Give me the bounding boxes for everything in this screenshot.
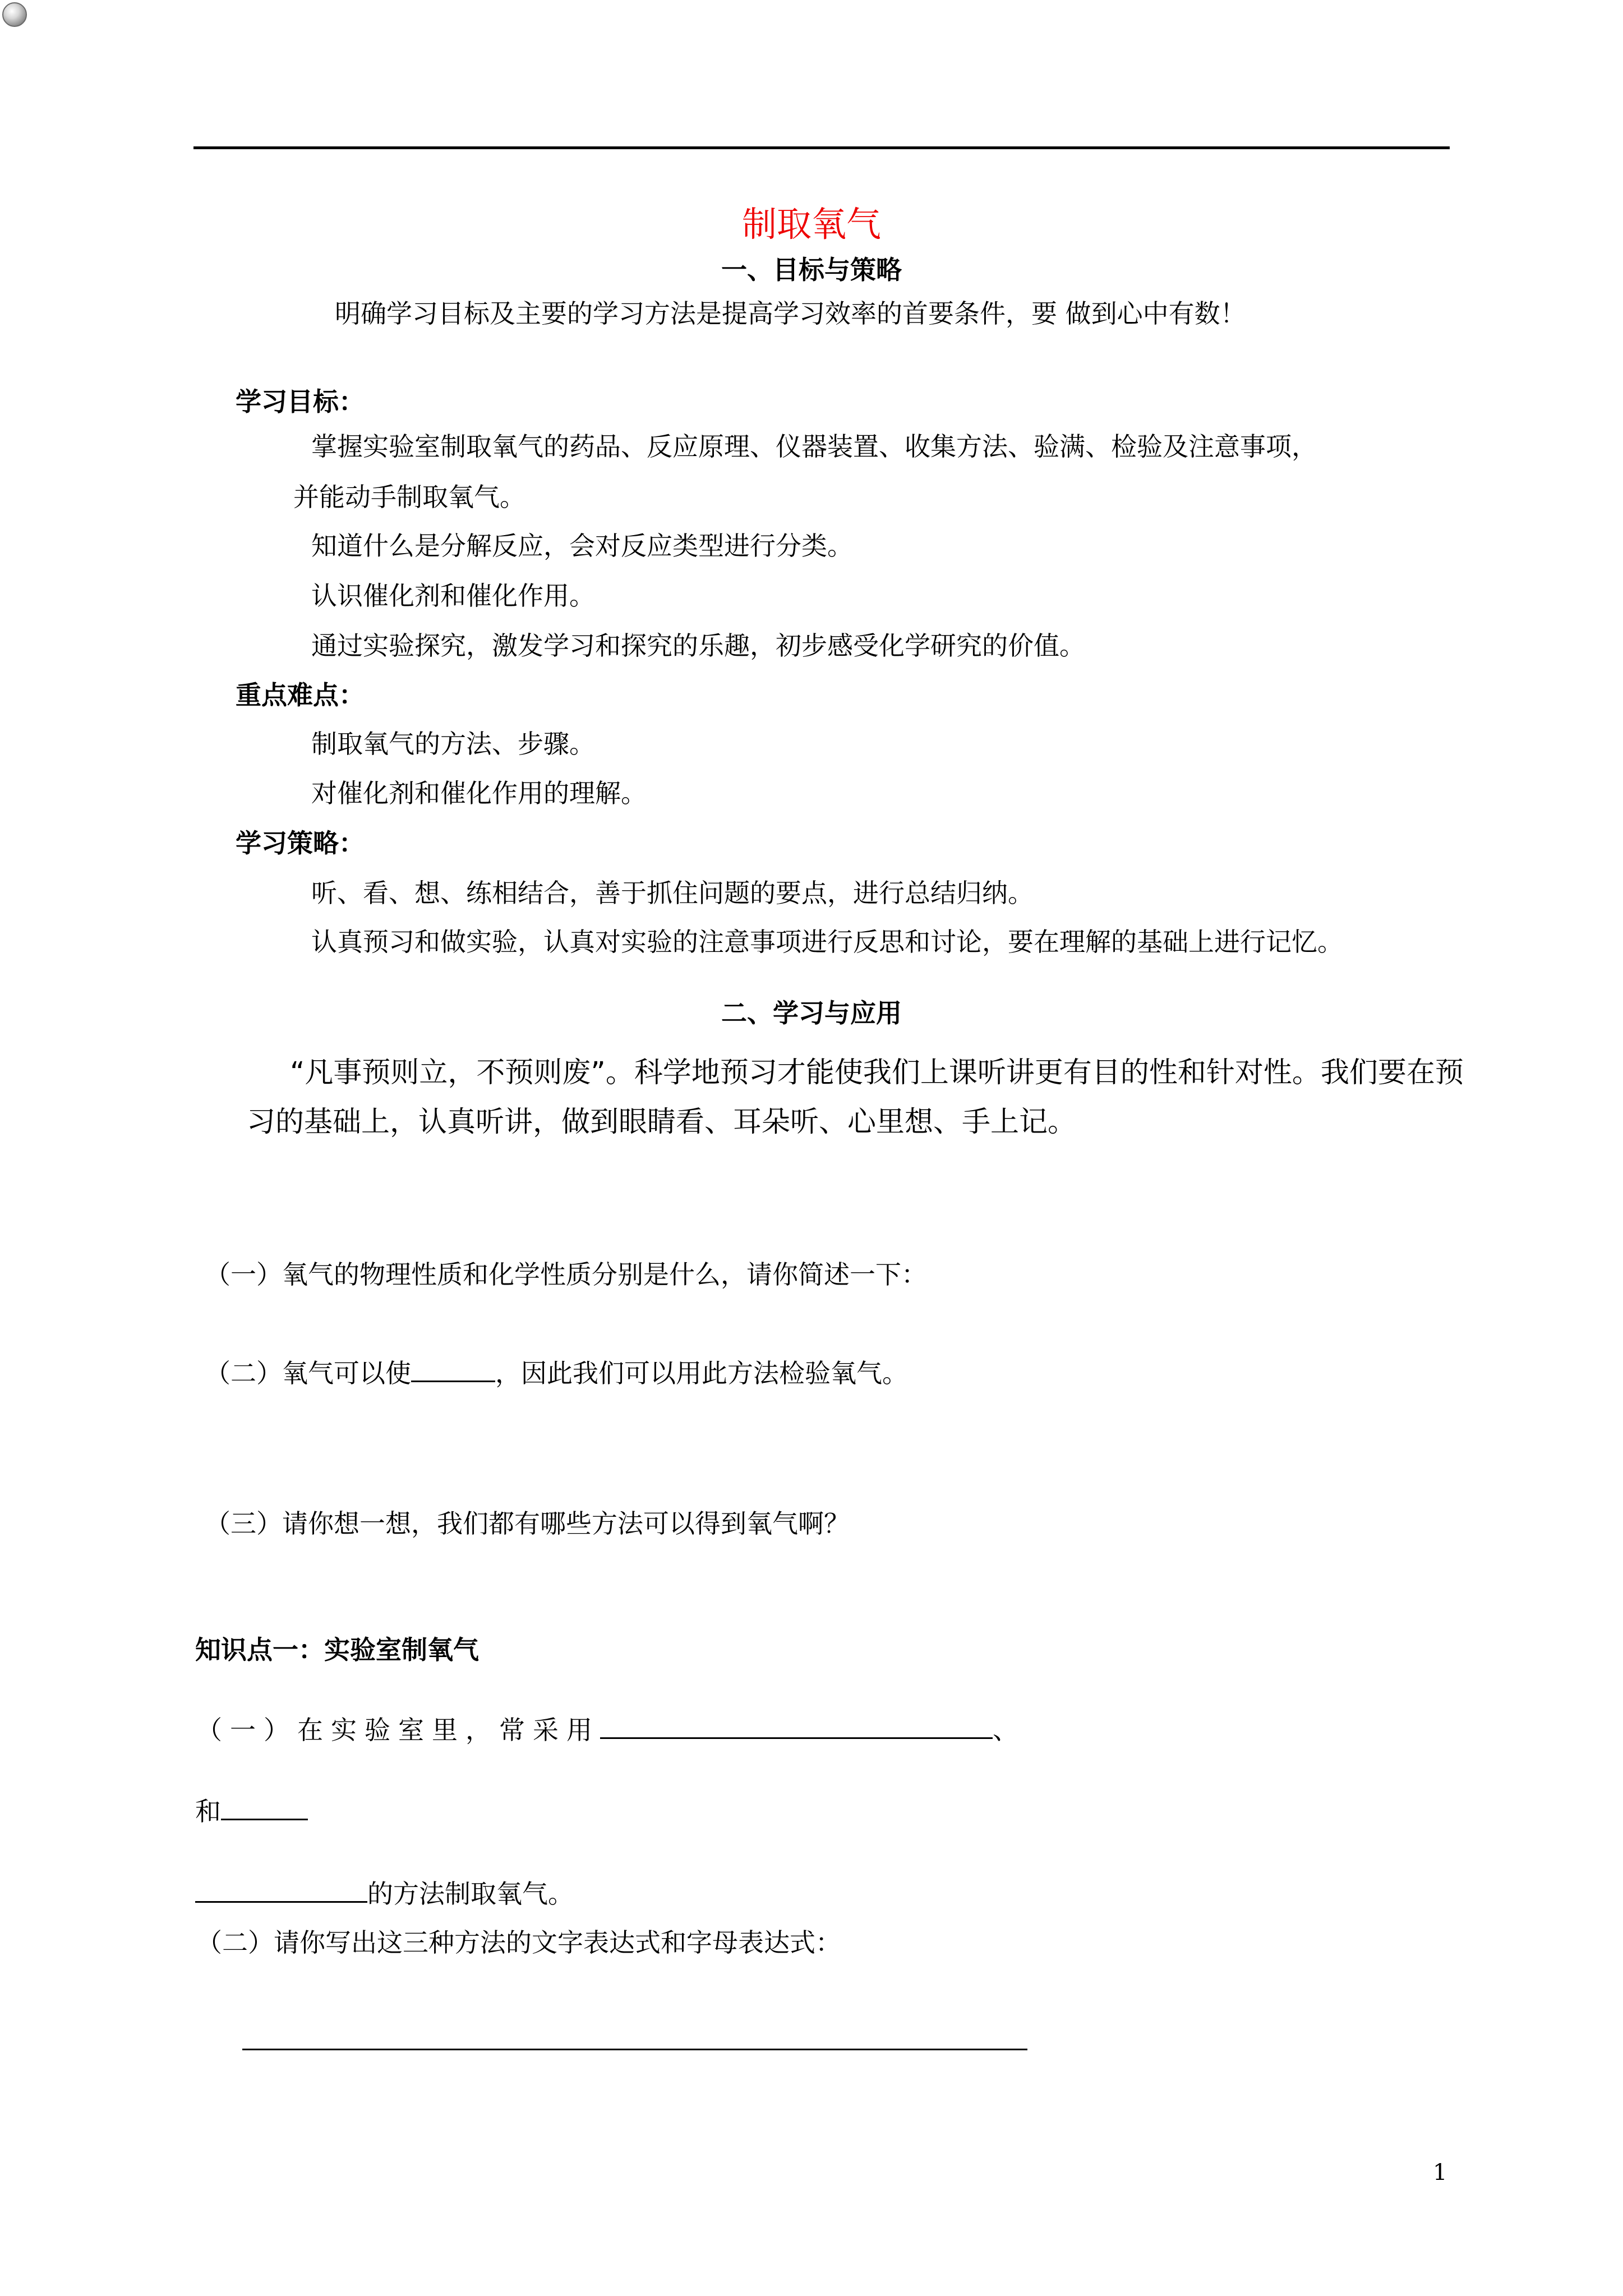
strategy-line-2: 认真预习和做实验，认真对实验的注意事项进行反思和讨论，要在理解的基础上进行记忆。 (311, 927, 1343, 957)
goal-line-3: 知道什么是分解反应，会对反应类型进行分类。 (311, 531, 853, 561)
question-2-prefix: （二）氧气可以使 (205, 1358, 411, 1388)
kp-item-1-prefix: （一）在实验室里，常采用 (196, 1715, 600, 1745)
header-rule (193, 146, 1450, 149)
question-1: （一）氧气的物理性质和化学性质分别是什么，请你简述一下： (205, 1259, 927, 1290)
key-point-line-2: 对催化剂和催化作用的理解。 (311, 778, 647, 808)
kp-item-1-line-2 (195, 1791, 308, 1828)
strategy-label: 学习策略： (236, 828, 365, 858)
kp-item-1-comma: 、 (993, 1715, 1026, 1745)
answer-line[interactable] (242, 2049, 1027, 2050)
kp-item-1-end: 的方法制取氧气。 (367, 1879, 574, 1909)
goal-line-4: 认识催化剂和催化作用。 (311, 581, 595, 611)
goals-label: 学习目标： (236, 386, 365, 417)
goal-line-5: 通过实验探究，激发学习和探究的乐趣，初步感受化学研究的价值。 (311, 631, 1085, 661)
quote-line-2: 习的基础上，认真听讲，做到眼睛看、耳朵听、心里想、手上记。 (247, 1106, 1077, 1139)
section-heading-goals-strategy: 一、目标与策略 (721, 255, 902, 285)
section-intro: 明确学习目标及主要的学习方法是提高学习效率的首要条件，要 做到心中有数！ (335, 298, 1246, 329)
page-title: 制取氧气 (741, 204, 881, 245)
quote-line-1: “凡事预则立，不预则废”。科学地预习才能使我们上课听讲更有目的性和针对性。我们要在预 (290, 1056, 1464, 1089)
key-point-line-1: 制取氧气的方法、步骤。 (311, 729, 595, 759)
answer-blank[interactable] (600, 1715, 993, 1739)
key-points-label: 重点难点： (236, 680, 365, 710)
answer-blank[interactable] (195, 1879, 367, 1903)
kp-item-1-line-1 (196, 1710, 1026, 1747)
kp-item-2: （二）请你写出这三种方法的文字表达式和字母表达式： (196, 1927, 841, 1958)
page-number: 1 (1433, 2160, 1447, 2185)
section-heading-study-application: 二、学习与应用 (721, 998, 902, 1028)
kp-item-1-line-3 (195, 1874, 574, 1911)
strategy-line-1: 听、看、想、练相结合，善于抓住问题的要点，进行总结归纳。 (311, 878, 1034, 908)
answer-blank[interactable] (221, 1796, 308, 1820)
answer-blank[interactable] (411, 1358, 495, 1382)
goal-line-1: 掌握实验室制取氧气的药品、反应原理、仪器装置、收集方法、验满、检验及注意事项， (311, 431, 1317, 462)
kp-item-1-and: 和 (195, 1796, 221, 1826)
question-3: （三）请你想一想，我们都有哪些方法可以得到氧气啊？ (205, 1508, 850, 1539)
corner-marker-icon (2, 2, 27, 27)
question-2-suffix: ，因此我们可以用此方法检验氧气。 (495, 1358, 908, 1388)
question-2 (205, 1353, 908, 1390)
knowledge-point-heading: 知识点一：实验室制氧气 (195, 1635, 479, 1665)
goal-line-2: 并能动手制取氧气。 (293, 482, 525, 512)
